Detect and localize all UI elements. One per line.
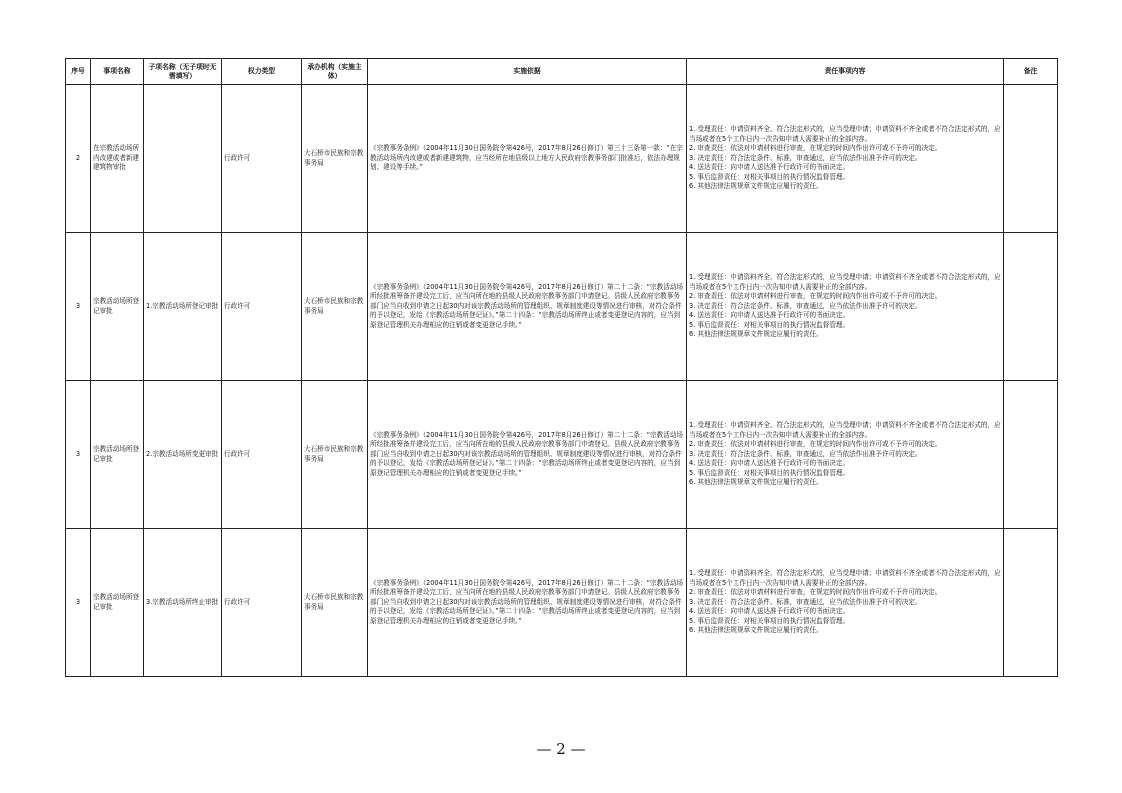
responsibility-line: 3. 决定责任：符合法定条件、标准，审查通过，应当依法作出准予许可的决定。: [689, 597, 922, 606]
cell-seq: 3: [66, 381, 91, 529]
responsibility-line: 6. 其他法律法规规章文件规定应履行的责任。: [689, 626, 823, 635]
page-number: — 2 —: [536, 740, 586, 758]
document-sheet: [65, 58, 1058, 677]
cell-remarks: [1004, 233, 1058, 381]
cell-seq: 3: [66, 233, 91, 381]
responsibility-line: 4. 送达责任：向申请人送达准予行政许可的书面决定。: [689, 459, 850, 468]
responsibility-line: 6. 其他法律法规规章文件规定应履行的责任。: [689, 330, 823, 339]
cell-responsibility: [687, 233, 1004, 381]
responsibility-line: 6. 其他法律法规规章文件规定应履行的责任。: [689, 182, 823, 191]
cell-agency: 大石桥市民族和宗教事务局: [302, 381, 368, 529]
cell-remarks: [1004, 529, 1058, 677]
responsibility-line: 1. 受理责任：申请资料齐全、符合法定形式的，应当受理申请；申请资料不齐全或者不符合法定形式的，应当场或者在5个工作日内一次告知申请人需要补正的全部内容。: [689, 273, 1001, 291]
cell-power-type: 行政许可: [222, 529, 302, 677]
table-row: [66, 233, 1058, 381]
cell-basis: 《宗教事务条例》（2004年11月30日国务院令第426号，2017年8月26日修订）第二十二条：“宗教活动场所经批准筹备并建设完工后，应当向所在地的县级人民政府宗教事务部门申请登记。县级人民政府宗教事务部门应当自收到申请之日起30内对该宗教活动场所的管理组织、规章制度建设等情况进行审核，对符合条件的予以登记，发给《宗教活动场所登记证》。”第二十四条：“宗教活动场所终止或者变更登记内容的，应当到原登记管理机关办理相应的注销或者变更登记手续。”: [368, 381, 687, 529]
cell-item-name: 宗教活动场所登记审批: [91, 233, 144, 381]
cell-remarks: [1004, 381, 1058, 529]
responsibility-line: 5. 事后监督责任：对相关事项目的执行情况监督管理。: [689, 468, 850, 477]
header-power-type: 权力类型: [222, 59, 302, 85]
table-header-row: [66, 59, 1058, 85]
responsibility-line: 2. 审查责任：依法对申请材料进行审查，在规定的时间内作出许可或不予许可的决定。: [689, 144, 942, 153]
responsibility-line: 2. 审查责任：依法对申请材料进行审查，在规定的时间内作出许可或不予许可的决定。: [689, 440, 942, 449]
table-row: [66, 381, 1058, 529]
cell-basis: 《宗教事务条例》（2004年11月30日国务院令第426号，2017年8月26日修订）第二十二条：“宗教活动场所经批准筹备并建设完工后，应当向所在地的县级人民政府宗教事务部门申请登记。县级人民政府宗教事务部门应当自收到申请之日起30内对该宗教活动场所的管理组织、规章制度建设等情况进行审核，对符合条件的予以登记，发给《宗教活动场所登记证》。”第二十四条：“宗教活动场所终止或者变更登记内容的，应当到原登记管理机关办理相应的注销或者变更登记手续。”: [368, 529, 687, 677]
responsibility-line: 1. 受理责任：申请资料齐全、符合法定形式的，应当受理申请；申请资料不齐全或者不符合法定形式的，应当场或者在5个工作日内一次告知申请人需要补正的全部内容。: [689, 125, 1001, 143]
cell-seq: 3: [66, 529, 91, 677]
header-agency: 承办机构（实施主体）: [302, 59, 368, 85]
header-sub-item: 子项名称（无子项时无需填写）: [144, 59, 222, 85]
header-remarks: 备注: [1004, 59, 1058, 85]
cell-power-type: 行政许可: [222, 85, 302, 233]
cell-responsibility: [687, 85, 1004, 233]
header-basis: 实施依据: [368, 59, 687, 85]
responsibility-line: 4. 送达责任：向申请人送达准予行政许可的书面决定。: [689, 163, 850, 172]
responsibility-line: 6. 其他法律法规规章文件规定应履行的责任。: [689, 478, 823, 487]
responsibility-line: 3. 决定责任：符合法定条件、标准，审查通过，应当依法作出准予许可的决定。: [689, 301, 922, 310]
responsibility-line: 4. 送达责任：向申请人送达准予行政许可的书面决定。: [689, 311, 850, 320]
cell-agency: 大石桥市民族和宗教事务局: [302, 85, 368, 233]
power-list-table: [65, 58, 1058, 677]
cell-sub-item: [144, 85, 222, 233]
cell-seq: 2: [66, 85, 91, 233]
cell-agency: 大石桥市民族和宗教事务局: [302, 529, 368, 677]
cell-item-name: 在宗教活动场所内改建或者新建建筑物审批: [91, 85, 144, 233]
cell-responsibility: [687, 529, 1004, 677]
responsibility-line: 5. 事后监督责任：对相关事项目的执行情况监督管理。: [689, 616, 850, 625]
table-row: [66, 85, 1058, 233]
cell-basis: 《宗教事务条例》（2004年11月30日国务院令第426号，2017年8月26日修订）第三十三条第一款：“在宗教活动场所内改建或者新建建筑物，应当经所在地县级以上地方人民政府宗教事务部门批准后，依法办理规划、建设等手续。”: [368, 85, 687, 233]
table-row: [66, 529, 1058, 677]
responsibility-line: 2. 审查责任：依法对申请材料进行审查，在规定的时间内作出许可或不予许可的决定。: [689, 588, 942, 597]
responsibility-line: 1. 受理责任：申请资料齐全、符合法定形式的，应当受理申请；申请资料不齐全或者不符合法定形式的，应当场或者在5个工作日内一次告知申请人需要补正的全部内容。: [689, 569, 1001, 587]
responsibility-line: 4. 送达责任：向申请人送达准予行政许可的书面决定。: [689, 607, 850, 616]
responsibility-line: 5. 事后监督责任：对相关事项目的执行情况监督管理。: [689, 172, 850, 181]
header-responsibility: 责任事项内容: [687, 59, 1004, 85]
header-item-name: 事项名称: [91, 59, 144, 85]
responsibility-line: 5. 事后监督责任：对相关事项目的执行情况监督管理。: [689, 320, 850, 329]
cell-sub-item: 3.宗教活动场所终止审批: [144, 529, 222, 677]
cell-agency: 大石桥市民族和宗教事务局: [302, 233, 368, 381]
cell-basis: 《宗教事务条例》（2004年11月30日国务院令第426号，2017年8月26日修订）第二十二条：“宗教活动场所经批准筹备并建设完工后，应当向所在地的县级人民政府宗教事务部门申请登记。县级人民政府宗教事务部门应当自收到申请之日起30内对该宗教活动场所的管理组织、规章制度建设等情况进行审核，对符合条件的予以登记，发给《宗教活动场所登记证》。”第二十四条：“宗教活动场所终止或者变更登记内容的，应当到原登记管理机关办理相应的注销或者变更登记手续。”: [368, 233, 687, 381]
cell-power-type: 行政许可: [222, 233, 302, 381]
responsibility-line: 2. 审查责任：依法对申请材料进行审查，在规定的时间内作出许可或不予许可的决定。: [689, 292, 942, 301]
cell-remarks: [1004, 85, 1058, 233]
cell-sub-item: 2.宗教活动场所变更审批: [144, 381, 222, 529]
cell-item-name: 宗教活动场所登记审批: [91, 529, 144, 677]
cell-item-name: 宗教活动场所登记审批: [91, 381, 144, 529]
cell-sub-item: 1.宗教活动场所登记审批: [144, 233, 222, 381]
cell-power-type: 行政许可: [222, 381, 302, 529]
responsibility-line: 3. 决定责任：符合法定条件、标准，审查通过，应当依法作出准予许可的决定。: [689, 449, 922, 458]
header-seq: 序号: [66, 59, 91, 85]
responsibility-line: 3. 决定责任：符合法定条件、标准，审查通过，应当依法作出准予许可的决定。: [689, 153, 922, 162]
responsibility-line: 1. 受理责任：申请资料齐全、符合法定形式的，应当受理申请；申请资料不齐全或者不符合法定形式的，应当场或者在5个工作日内一次告知申请人需要补正的全部内容。: [689, 421, 1001, 439]
cell-responsibility: [687, 381, 1004, 529]
